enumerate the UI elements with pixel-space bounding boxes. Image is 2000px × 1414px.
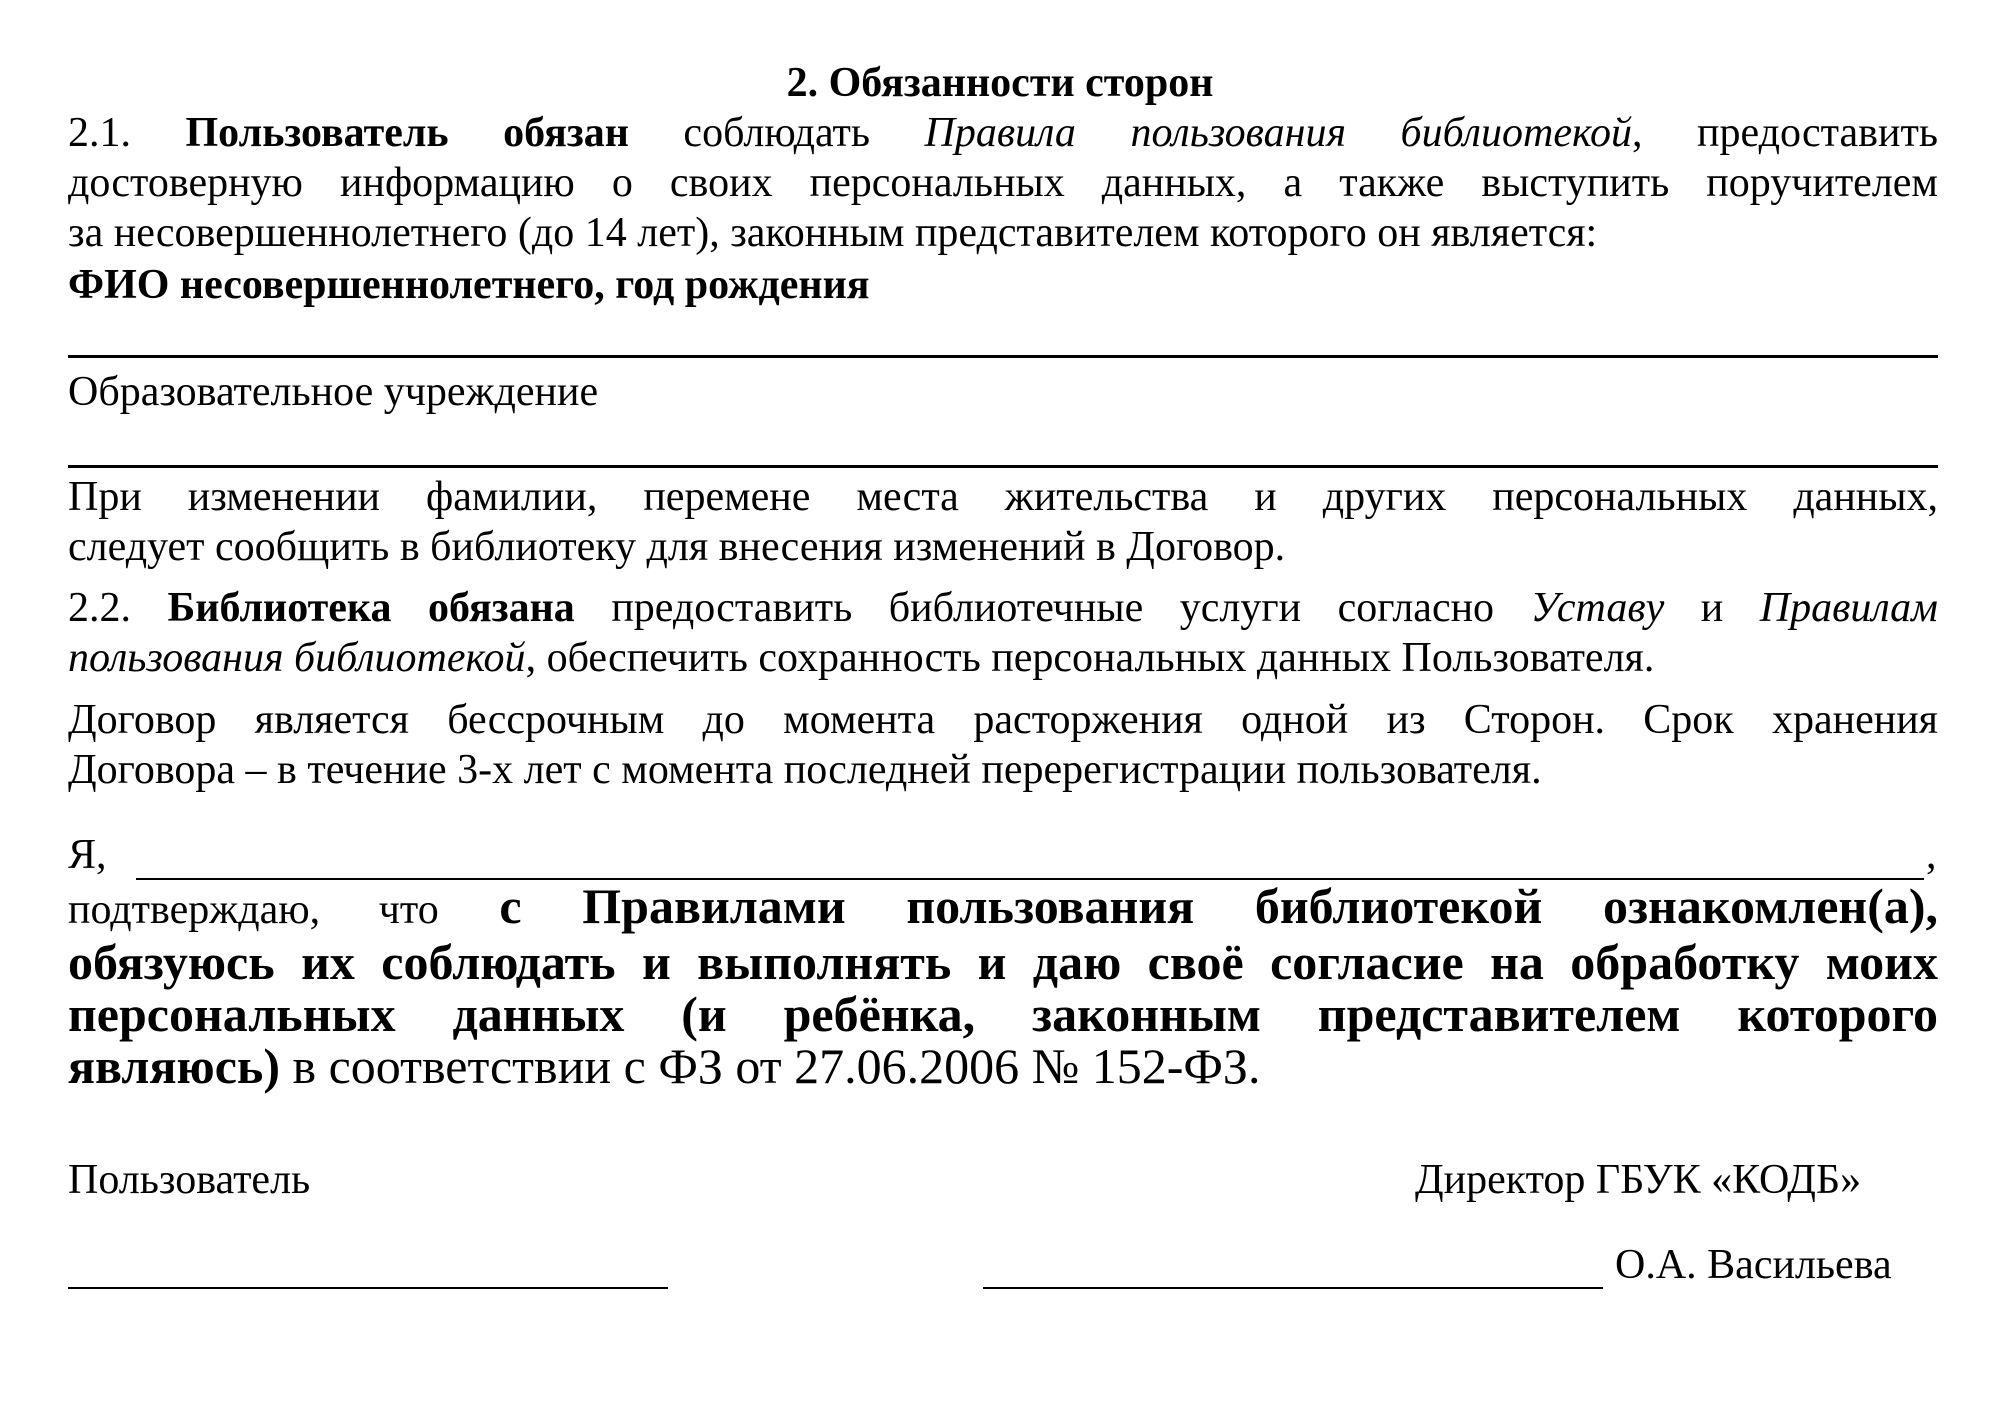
law-reference: в соответствии с ФЗ от 27.06.2006 № 152-ФЗ. [292,1038,1261,1094]
library-obliged: Библиотека обязана [167,585,575,631]
change-notice: При изменении фамилии, перемене места жительства и других персональных данных, следует сообщить в библиотеку для внесения изменений в Договор. [68,474,1938,570]
school-label: Образовательное учреждение [68,369,599,415]
minor-name-line [68,355,1938,358]
rules-reference: Правила пользования библиотекой [924,110,1633,156]
consent-prefix: Я, [68,832,107,878]
clause-2-2-line-2: пользования библиотекой, обеспечить сохранность персональных данных Пользователя. [68,635,1655,681]
consent-suffix: , [1926,832,1937,878]
clause-2-1-line-3: за несовершеннолетнего (до 14 лет), законным представителем которого он является: [68,210,1598,256]
clause-2-2 [68,583,1938,683]
user-signature-label: Пользователь [68,1157,311,1203]
user-obliged: Пользователь обязан [185,110,629,156]
minor-name-label: ФИО несовершеннолетнего, год рождения [68,262,870,308]
clause-2-1-line-1: 2.1. Пользователь обязан соблюдать Правила пользования библиотекой, предоставить [68,110,1938,156]
consent-statement: подтверждаю, что с Правилами пользования библиотекой ознакомлен(а), обязуюсь их соблюдать и выполнять и даю своё согласие на обработку моих персональных данных (и ребёнка, законным представителем которого являюсь) в соответствии с ФЗ от 27.06.2006 № 152-ФЗ. [68,878,1939,1094]
clause-2-1 [68,108,1938,258]
school-line [68,465,1938,468]
contract-term: Договор является бессрочным до момента расторжения одной из Сторон. Срок хранения Договора – в течение 3-х лет с момента последней перерегистрации пользователя. [68,697,1938,793]
director-signature-label: Директор ГБУК «КОДБ» [1415,1157,1862,1203]
section-title: 2. Обязанности сторон [786,60,1214,106]
charter-reference: Уставу [1530,585,1665,631]
clause-2-1-line-2: достоверную информацию о своих персональных данных, а также выступить поручителем [68,160,1938,206]
user-signature-line [68,1287,668,1289]
director-signature-line [983,1287,1603,1289]
clause-2-2-line-1: 2.2. Библиотека обязана предоставить библиотечные услуги согласно Уставу и Правилам [68,585,1938,631]
director-name: О.А. Васильева [1615,1242,1892,1288]
